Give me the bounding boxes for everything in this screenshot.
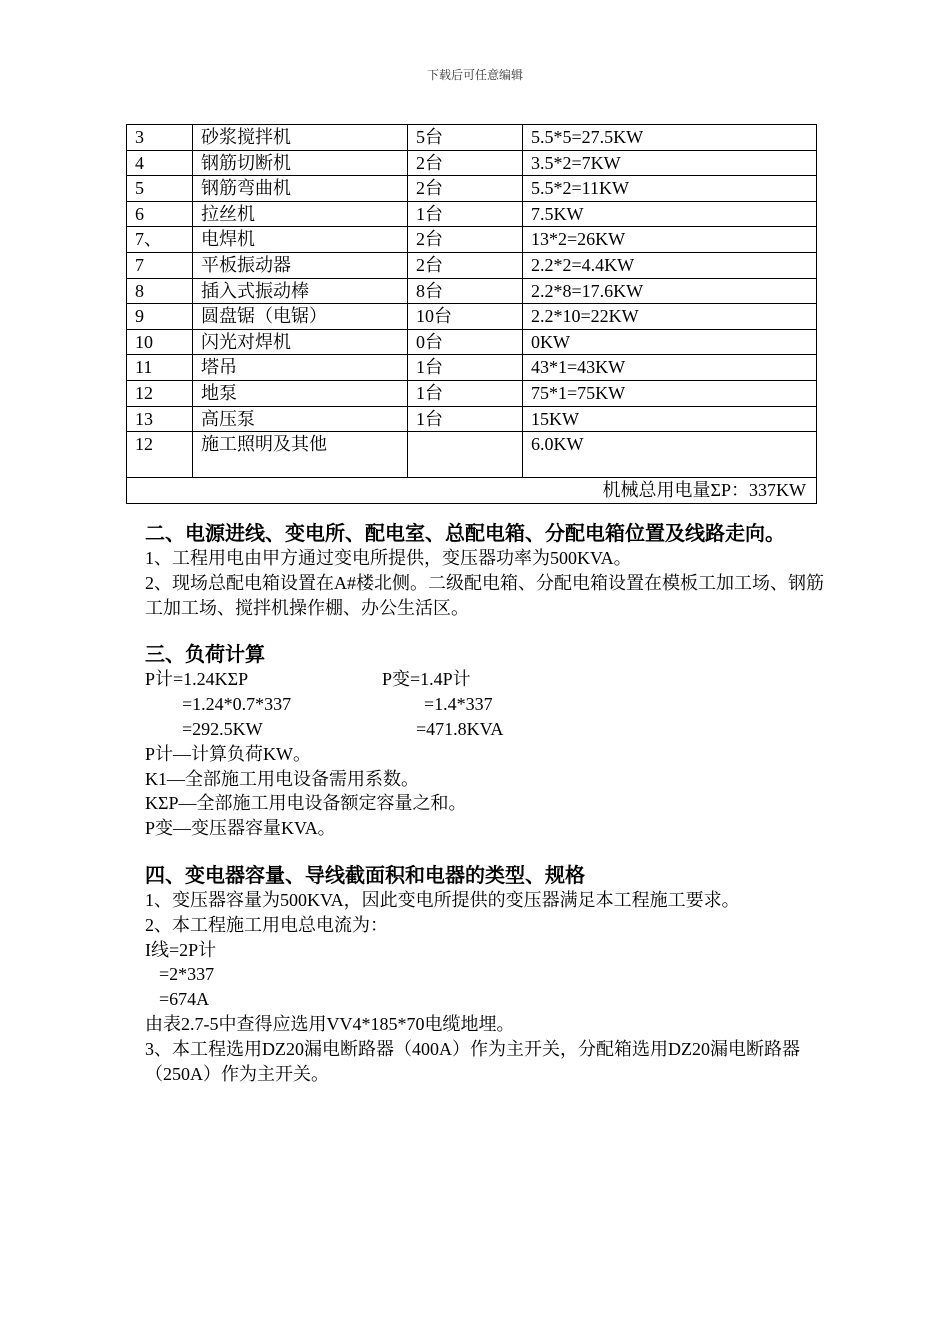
row-number-cell: 6	[127, 201, 193, 227]
document-body	[145, 521, 825, 1086]
quantity-cell: 2台	[408, 150, 523, 176]
quantity-cell: 1台	[408, 355, 523, 381]
formula-left: =1.24*0.7*337	[182, 694, 292, 715]
equipment-name-cell: 平板振动器	[193, 252, 408, 278]
power-cell: 0KW	[523, 329, 817, 355]
formula-line	[145, 717, 825, 742]
quantity-cell: 5台	[408, 125, 523, 151]
formula-line: =674A	[159, 989, 210, 1010]
quantity-cell: 2台	[408, 176, 523, 202]
paragraph: 2、现场总配电箱设置在A#楼北侧。二级配电箱、分配电箱设置在模板工加工场、钢筋工加工场、搅拌机操作棚、办公生活区。	[145, 572, 824, 618]
page-header: 下载后可任意编辑	[426, 68, 523, 82]
row-number-cell: 4	[127, 150, 193, 176]
row-number-cell: 7	[127, 252, 193, 278]
equipment-name-cell: 拉丝机	[193, 201, 408, 227]
table-row	[127, 355, 817, 381]
power-cell: 2.2*8=17.6KW	[523, 278, 817, 304]
table-row	[127, 380, 817, 406]
paragraph: 1、变压器容量为500KVA，因此变电所提供的变压器满足本工程施工要求。	[145, 889, 740, 910]
row-number-cell: 10	[127, 329, 193, 355]
row-number-cell: 13	[127, 406, 193, 432]
formula-left: P计=1.24KΣP	[145, 669, 249, 690]
quantity-cell: 1台	[408, 406, 523, 432]
paragraph: 由表2.7-5中查得应选用VV4*185*70电缆地埋。	[145, 1013, 515, 1034]
table-row	[127, 252, 817, 278]
quantity-cell: 8台	[408, 278, 523, 304]
section-2-title: 二、电源进线、变电所、配电室、总配电箱、分配电箱位置及线路走向。	[145, 521, 785, 545]
quantity-cell: 2台	[408, 227, 523, 253]
table-row	[127, 201, 817, 227]
row-number-cell: 3	[127, 125, 193, 151]
equipment-name-cell: 闪光对焊机	[193, 329, 408, 355]
equipment-name-cell: 圆盘锯（电锯）	[193, 304, 408, 330]
section-3-title: 三、负荷计算	[145, 642, 265, 667]
power-cell: 3.5*2=7KW	[523, 150, 817, 176]
power-cell: 7.5KW	[523, 201, 817, 227]
formula-left: =292.5KW	[182, 718, 263, 739]
quantity-cell: 0台	[408, 329, 523, 355]
power-cell: 5.5*5=27.5KW	[523, 125, 817, 151]
quantity-cell: 1台	[408, 201, 523, 227]
formula-line: =2*337	[159, 964, 215, 985]
note-line: P变—变压器容量KVA。	[145, 818, 336, 839]
power-cell: 75*1=75KW	[523, 380, 817, 406]
table-row	[127, 176, 817, 202]
equipment-name-cell: 塔吊	[193, 355, 408, 381]
quantity-cell	[408, 432, 523, 478]
formula-line: I线=2P计	[145, 939, 217, 960]
row-number-cell: 12	[127, 380, 193, 406]
table-row	[127, 278, 817, 304]
table-row	[127, 125, 817, 151]
power-cell: 5.5*2=11KW	[523, 176, 817, 202]
power-cell: 2.2*2=4.4KW	[523, 252, 817, 278]
equipment-name-cell: 钢筋弯曲机	[193, 176, 408, 202]
formula-line	[145, 692, 825, 717]
table-row	[127, 432, 817, 478]
formula-right: =471.8KVA	[416, 718, 504, 739]
equipment-name-cell: 插入式振动棒	[193, 278, 408, 304]
quantity-cell: 1台	[408, 380, 523, 406]
note-line: P计—计算负荷KW。	[145, 743, 311, 764]
formula-line	[145, 667, 825, 692]
table-row	[127, 304, 817, 330]
paragraph: 2、本工程施工用电总电流为：	[145, 914, 388, 935]
section-4-title: 四、变电器容量、导线截面积和电器的类型、规格	[145, 862, 585, 887]
total-power-cell: 机械总用电量ΣP：337KW	[127, 478, 817, 504]
power-cell: 2.2*10=22KW	[523, 304, 817, 330]
equipment-name-cell: 施工照明及其他	[193, 432, 408, 478]
paragraph: 1、工程用电由甲方通过变电所提供，变压器功率为500KVA。	[145, 548, 632, 568]
equipment-table	[126, 124, 817, 504]
row-number-cell: 7、	[127, 227, 193, 253]
table-row	[127, 329, 817, 355]
equipment-name-cell: 地泵	[193, 380, 408, 406]
table-total-row	[127, 478, 817, 504]
equipment-name-cell: 钢筋切断机	[193, 150, 408, 176]
power-cell: 15KW	[523, 406, 817, 432]
formula-right: P变=1.4P计	[382, 669, 471, 690]
paragraph: 3、本工程选用DZ20漏电断路器（400A）作为主开关，分配箱选用DZ20漏电断路器（250A）作为主开关。	[145, 1038, 800, 1084]
equipment-name-cell: 砂浆搅拌机	[193, 125, 408, 151]
formula-right: =1.4*337	[424, 694, 493, 715]
quantity-cell: 10台	[408, 304, 523, 330]
power-cell: 6.0KW	[523, 432, 817, 478]
equipment-name-cell: 电焊机	[193, 227, 408, 253]
table-row	[127, 227, 817, 253]
equipment-name-cell: 高压泵	[193, 406, 408, 432]
table-row	[127, 150, 817, 176]
table-row	[127, 406, 817, 432]
row-number-cell: 5	[127, 176, 193, 202]
power-cell: 43*1=43KW	[523, 355, 817, 381]
row-number-cell: 12	[127, 432, 193, 478]
row-number-cell: 8	[127, 278, 193, 304]
row-number-cell: 9	[127, 304, 193, 330]
note-line: K1—全部施工用电设备需用系数。	[145, 768, 419, 789]
power-cell: 13*2=26KW	[523, 227, 817, 253]
note-line: KΣP—全部施工用电设备额定容量之和。	[145, 793, 467, 814]
quantity-cell: 2台	[408, 252, 523, 278]
row-number-cell: 11	[127, 355, 193, 381]
